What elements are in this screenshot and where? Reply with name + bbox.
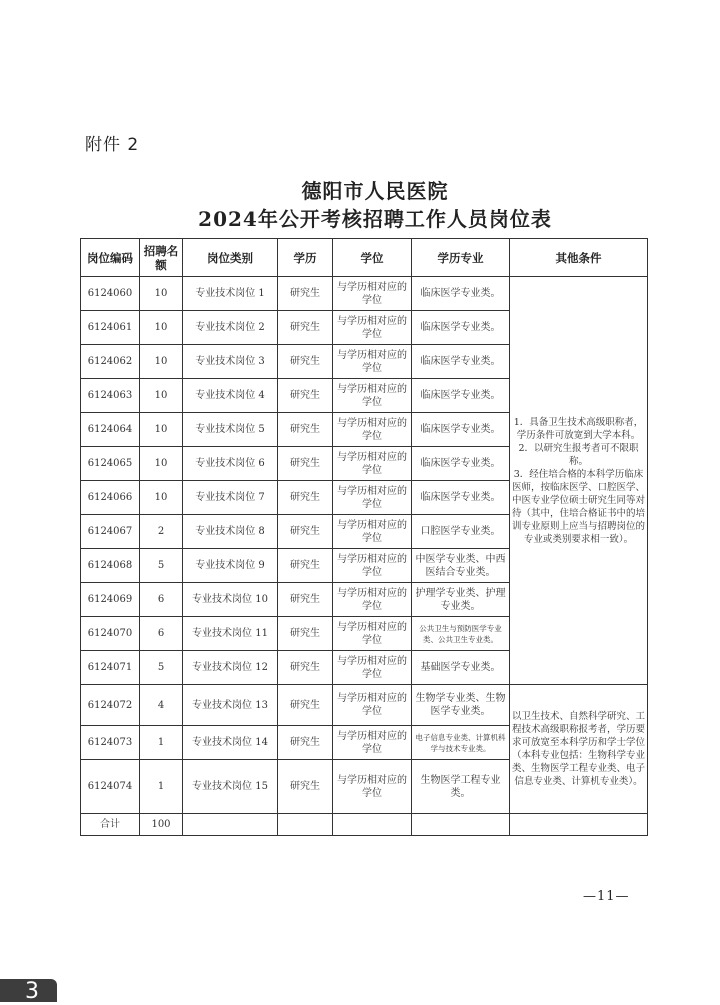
cell-degree: 与学历相对应的学位 (333, 345, 412, 379)
cell-count: 10 (140, 311, 183, 345)
cell-category: 专业技术岗位 11 (183, 617, 278, 651)
cell-count: 10 (140, 345, 183, 379)
table-total-row (81, 814, 648, 836)
cell-degree: 与学历相对应的学位 (333, 515, 412, 549)
cell-category: 专业技术岗位 14 (183, 726, 278, 760)
cell-code: 6124070 (81, 617, 140, 651)
cell-education: 研究生 (278, 311, 333, 345)
attachment-label: 附件 2 (85, 135, 140, 155)
cell-category: 专业技术岗位 2 (183, 311, 278, 345)
cell-category: 专业技术岗位 15 (183, 760, 278, 814)
cell-code: 6124067 (81, 515, 140, 549)
cell-degree: 与学历相对应的学位 (333, 726, 412, 760)
cell-major: 基础医学专业类。 (412, 651, 510, 685)
cell-count: 10 (140, 379, 183, 413)
cell-category: 专业技术岗位 6 (183, 447, 278, 481)
cell-category: 专业技术岗位 8 (183, 515, 278, 549)
document-title-hospital: 德阳市人民医院 (301, 179, 449, 203)
cell-major: 临床医学专业类。 (412, 481, 510, 515)
cell-count: 10 (140, 413, 183, 447)
page-number: —11— (583, 889, 630, 904)
header-count: 招聘名额 (140, 239, 183, 277)
cell-major: 临床医学专业类。 (412, 413, 510, 447)
cell-degree: 与学历相对应的学位 (333, 760, 412, 814)
cell-degree: 与学历相对应的学位 (333, 685, 412, 726)
page-index-badge: 3 (0, 979, 57, 1002)
positions-table (80, 238, 648, 836)
cell-code: 6124061 (81, 311, 140, 345)
cell-education: 研究生 (278, 685, 333, 726)
header-code: 岗位编码 (81, 239, 140, 277)
header-category: 岗位类别 (183, 239, 278, 277)
cell-degree: 与学历相对应的学位 (333, 549, 412, 583)
cell-category: 专业技术岗位 1 (183, 277, 278, 311)
total-count: 100 (140, 814, 183, 836)
cell-education: 研究生 (278, 481, 333, 515)
cell-degree: 与学历相对应的学位 (333, 583, 412, 617)
cell-major: 临床医学专业类。 (412, 277, 510, 311)
cell-education: 研究生 (278, 617, 333, 651)
cell-major: 临床医学专业类。 (412, 311, 510, 345)
cell-code: 6124069 (81, 583, 140, 617)
cell-count: 1 (140, 760, 183, 814)
cell-code: 6124062 (81, 345, 140, 379)
cell-category: 专业技术岗位 4 (183, 379, 278, 413)
cell-category: 专业技术岗位 3 (183, 345, 278, 379)
cell-degree: 与学历相对应的学位 (333, 311, 412, 345)
cell-count: 5 (140, 651, 183, 685)
cell-code: 6124060 (81, 277, 140, 311)
cell-degree: 与学历相对应的学位 (333, 481, 412, 515)
cell-count: 6 (140, 617, 183, 651)
cell-major: 生物学专业类、生物医学专业类。 (412, 685, 510, 726)
cell-major: 电子信息专业类、计算机科学与技术专业类。 (412, 726, 510, 760)
cell-degree: 与学历相对应的学位 (333, 379, 412, 413)
cell-major: 中医学专业类、中西医结合专业类。 (412, 549, 510, 583)
table-row (81, 685, 648, 726)
cell-category: 专业技术岗位 12 (183, 651, 278, 685)
cell-education: 研究生 (278, 515, 333, 549)
cell-education: 研究生 (278, 379, 333, 413)
cell-count: 1 (140, 726, 183, 760)
cell-degree: 与学历相对应的学位 (333, 413, 412, 447)
cell-degree: 与学历相对应的学位 (333, 617, 412, 651)
header-education: 学历 (278, 239, 333, 277)
cell-education: 研究生 (278, 549, 333, 583)
cell-category: 专业技术岗位 10 (183, 583, 278, 617)
cell-category: 专业技术岗位 7 (183, 481, 278, 515)
cell-count: 6 (140, 583, 183, 617)
cell-education: 研究生 (278, 760, 333, 814)
cell-count: 5 (140, 549, 183, 583)
cell-degree: 与学历相对应的学位 (333, 277, 412, 311)
cell-education: 研究生 (278, 447, 333, 481)
cell-other-conditions-group2: 以卫生技术、自然科学研究、工程技术高级职称报考者，学历要求可放宽至本科学历和学士学位（本科专业包括：生物科学专业类、生物医学工程专业类、电子信息专业类、计算机专业类）。 (510, 685, 648, 814)
table-row (81, 277, 648, 311)
cell-degree: 与学历相对应的学位 (333, 651, 412, 685)
document-title-table: 2024年公开考核招聘工作人员岗位表 (198, 207, 552, 231)
cell-code: 6124074 (81, 760, 140, 814)
cell-code: 6124068 (81, 549, 140, 583)
cell-major: 临床医学专业类。 (412, 345, 510, 379)
header-other: 其他条件 (510, 239, 648, 277)
cell-education: 研究生 (278, 345, 333, 379)
cell-other-conditions-group1: 1．具备卫生技术高级职称者，学历条件可放宽到大学本科。 2．以研究生报考者可不限职称。 3．经住培合格的本科学历临床医师，按临床医学、口腔医学、中医专业学位硕士研究生同等对待（其中，住培合格证书中的培训专业原则上应当与招聘岗位的专业或类别要求相一致）。 (510, 277, 648, 685)
cell-code: 6124066 (81, 481, 140, 515)
cell-major: 公共卫生与预防医学专业类、公共卫生专业类。 (412, 617, 510, 651)
cell-code: 6124072 (81, 685, 140, 726)
cell-degree: 与学历相对应的学位 (333, 447, 412, 481)
cell-education: 研究生 (278, 277, 333, 311)
table-header-row (81, 239, 648, 277)
header-major: 学历专业 (412, 239, 510, 277)
cell-major: 临床医学专业类。 (412, 447, 510, 481)
cell-category: 专业技术岗位 5 (183, 413, 278, 447)
cell-code: 6124071 (81, 651, 140, 685)
cell-code: 6124065 (81, 447, 140, 481)
cell-count: 10 (140, 481, 183, 515)
cell-count: 10 (140, 277, 183, 311)
cell-count: 2 (140, 515, 183, 549)
cell-major: 临床医学专业类。 (412, 379, 510, 413)
cell-major: 护理学专业类、护理专业类。 (412, 583, 510, 617)
header-degree: 学位 (333, 239, 412, 277)
cell-education: 研究生 (278, 651, 333, 685)
cell-education: 研究生 (278, 583, 333, 617)
cell-count: 4 (140, 685, 183, 726)
cell-category: 专业技术岗位 9 (183, 549, 278, 583)
cell-count: 10 (140, 447, 183, 481)
cell-education: 研究生 (278, 726, 333, 760)
cell-major: 口腔医学专业类。 (412, 515, 510, 549)
cell-code: 6124063 (81, 379, 140, 413)
cell-education: 研究生 (278, 413, 333, 447)
cell-code: 6124064 (81, 413, 140, 447)
cell-category: 专业技术岗位 13 (183, 685, 278, 726)
total-label: 合计 (81, 814, 140, 836)
cell-major: 生物医学工程专业类。 (412, 760, 510, 814)
cell-code: 6124073 (81, 726, 140, 760)
